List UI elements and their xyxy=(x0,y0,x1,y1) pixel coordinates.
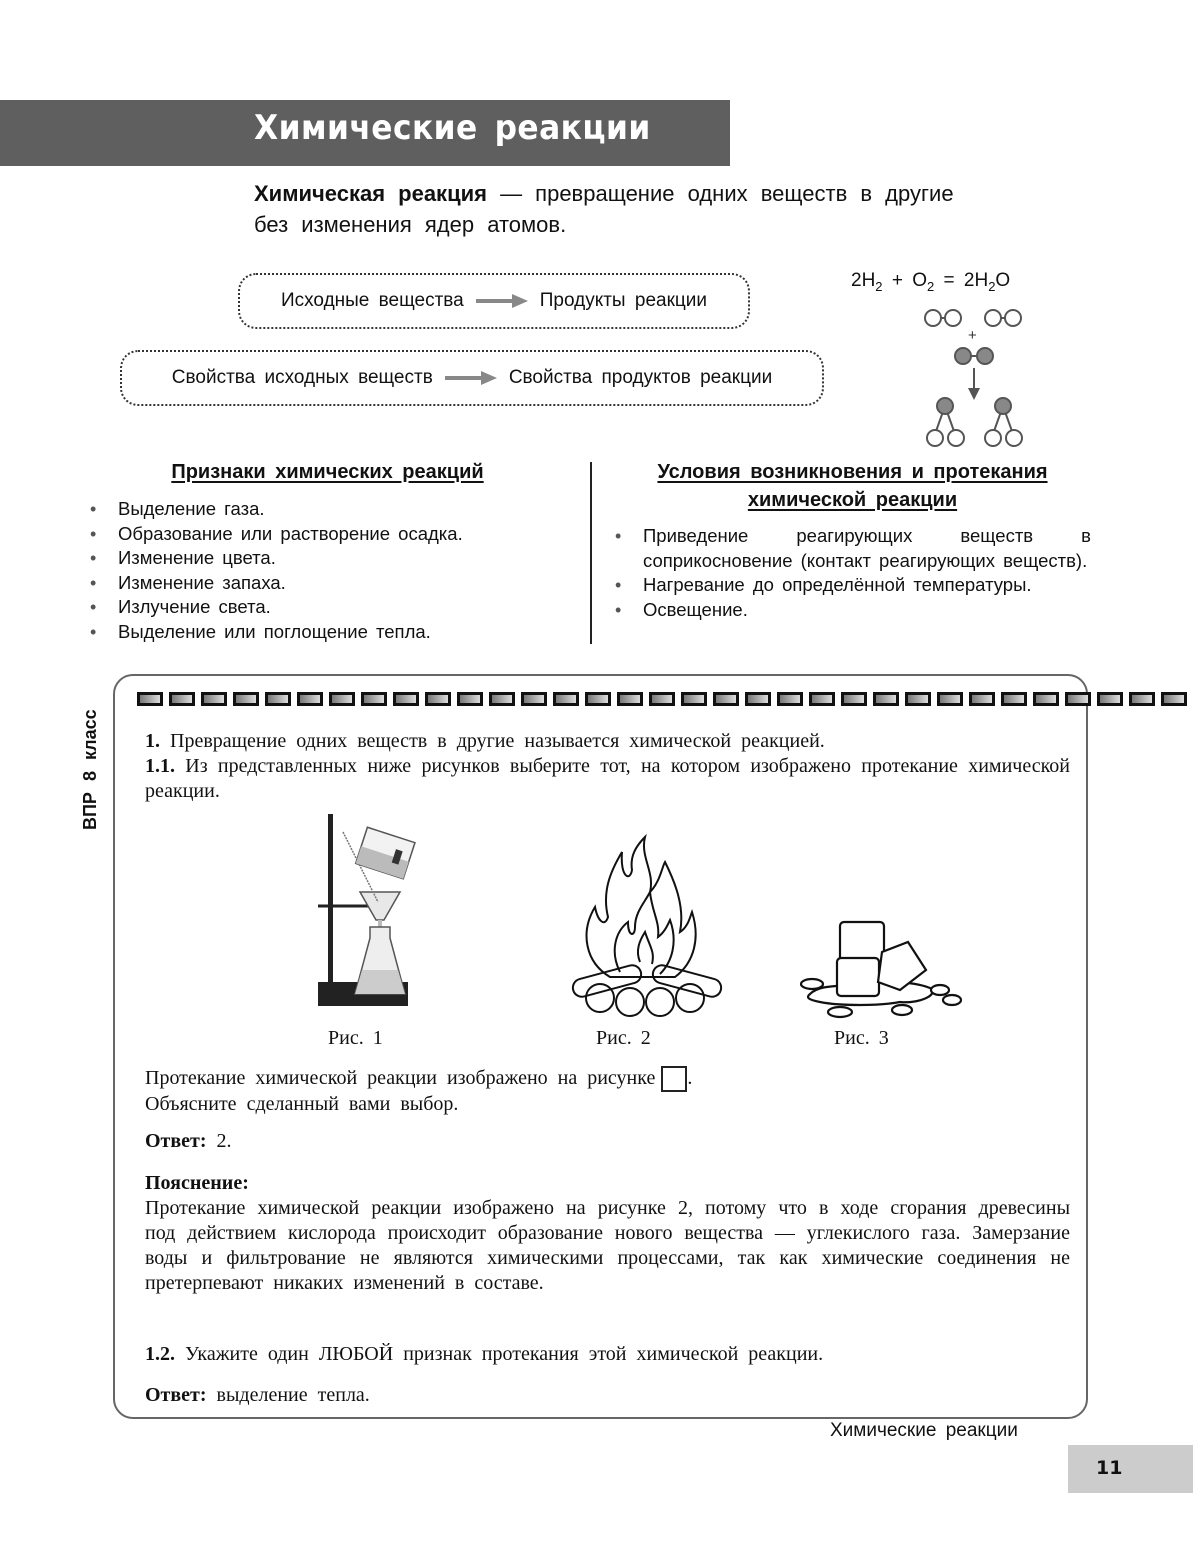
list-item: • Образование или растворение осадка. xyxy=(88,522,568,547)
question-1-2: 1.2. Укажите один ЛЮБОЙ признак протекания этой химической реакции. xyxy=(145,1343,824,1365)
dash-segment xyxy=(1001,692,1027,706)
flow-box-properties xyxy=(120,350,824,406)
flow-to: Свойства продуктов реакции xyxy=(508,367,773,388)
dash-segment xyxy=(169,692,195,706)
dash-segment xyxy=(937,692,963,706)
page-title: Химические реакции xyxy=(254,108,651,148)
conditions-list xyxy=(613,524,1091,622)
dash-segment xyxy=(873,692,899,706)
definition-term: Химическая реакция xyxy=(254,181,487,206)
melting-ice-cubes-icon xyxy=(801,922,961,1017)
definition-text: — превращение одних веществ в другие без изменения ядер атомов. xyxy=(254,181,954,237)
side-label: ВПР 8 класс xyxy=(80,709,100,830)
flow-from: Исходные вещества xyxy=(280,290,464,311)
list-item: • Изменение запаха. xyxy=(88,571,568,596)
svg-text:+: + xyxy=(968,327,977,344)
dash-segment xyxy=(617,692,643,706)
column-divider xyxy=(590,462,592,644)
dash-segment xyxy=(1161,692,1187,706)
list-item: • Выделение газа. xyxy=(88,497,568,522)
dash-segment xyxy=(1033,692,1059,706)
dash-segment xyxy=(265,692,291,706)
dash-segment xyxy=(521,692,547,706)
page-number-tab xyxy=(1068,1445,1193,1493)
dash-segment xyxy=(809,692,835,706)
dash-segment xyxy=(1097,692,1123,706)
figure-caption: Рис. 1 xyxy=(328,1027,383,1049)
question-1: 1. Превращение одних веществ в другие называется химической реакцией. xyxy=(145,730,825,752)
dash-segment xyxy=(425,692,451,706)
dash-segment xyxy=(329,692,355,706)
reaction-equation: $2H_2 + O_2 = 2H_2O$ xyxy=(851,270,1011,294)
figures xyxy=(140,812,1080,1052)
dash-strip xyxy=(137,692,1193,706)
answer-input-box[interactable] xyxy=(661,1066,687,1092)
flow-from: Свойства исходных веществ xyxy=(171,367,433,388)
signs-list xyxy=(88,497,568,644)
flow-box-substances xyxy=(238,273,750,329)
list-item: • Освещение. xyxy=(613,598,1091,623)
list-item: • Приведение реагирующих веществ в соприкосновение (контакт реагирующих веществ). xyxy=(613,524,1091,573)
arrow-right-icon xyxy=(445,371,497,385)
dash-segment xyxy=(969,692,995,706)
list-item: • Выделение или поглощение тепла. xyxy=(88,620,568,645)
dash-segment xyxy=(681,692,707,706)
list-item: • Излучение света. xyxy=(88,595,568,620)
signs-title: Признаки химических реакций xyxy=(171,461,484,483)
dash-segment xyxy=(1065,692,1091,706)
flow-to: Продукты реакции xyxy=(539,290,707,311)
dash-segment xyxy=(233,692,259,706)
list-item: • Изменение цвета. xyxy=(88,546,568,571)
explanation-text: Протекание химической реакции изображено на рисунке 2, потому что в ходе сгорания древесины под действием кислорода происходит образование нового вещества — углекислого газа. Замерзание воды и фильтрование не являются химическими процессами, так как химические соединения не претерпевают никаких изменений в составе. xyxy=(145,1197,1070,1294)
dash-segment xyxy=(393,692,419,706)
dash-segment xyxy=(489,692,515,706)
molecule-diagram-icon xyxy=(915,302,1035,452)
answer-prompt: Протекание химической реакции изображено на рисунке . Объясните сделанный вами выбор. xyxy=(145,1067,693,1116)
dash-segment xyxy=(905,692,931,706)
dash-segment xyxy=(777,692,803,706)
answer-2: Ответ: выделение тепла. xyxy=(145,1384,370,1406)
dash-segment xyxy=(297,692,323,706)
filtration-apparatus-icon xyxy=(318,814,415,1006)
arrow-right-icon xyxy=(476,294,528,308)
explanation-label: Пояснение: xyxy=(145,1172,249,1194)
list-item: • Нагревание до определённой температуры. xyxy=(613,573,1091,598)
figure-caption: Рис. 3 xyxy=(834,1027,889,1049)
question-1-1: 1.1. Из представленных ниже рисунков выберите тот, на котором изображено протекание химической реакции. xyxy=(145,755,1070,802)
dash-segment xyxy=(553,692,579,706)
answer-1: Ответ: 2. xyxy=(145,1130,232,1152)
dash-segment xyxy=(1129,692,1155,706)
definition xyxy=(254,178,974,240)
explanation xyxy=(145,1171,1070,1296)
page-number: 11 xyxy=(1096,1457,1123,1479)
dash-segment xyxy=(745,692,771,706)
campfire-icon xyxy=(571,837,723,1016)
dash-segment xyxy=(457,692,483,706)
dash-segment xyxy=(585,692,611,706)
dash-segment xyxy=(361,692,387,706)
dash-segment xyxy=(649,692,675,706)
dash-segment xyxy=(137,692,163,706)
dash-segment xyxy=(841,692,867,706)
footer-section: Химические реакции xyxy=(830,1420,1018,1441)
figure-caption: Рис. 2 xyxy=(596,1027,651,1049)
dash-segment xyxy=(201,692,227,706)
dash-segment xyxy=(713,692,739,706)
conditions-title: Условия возникновения и протекания химической реакции xyxy=(657,461,1048,511)
